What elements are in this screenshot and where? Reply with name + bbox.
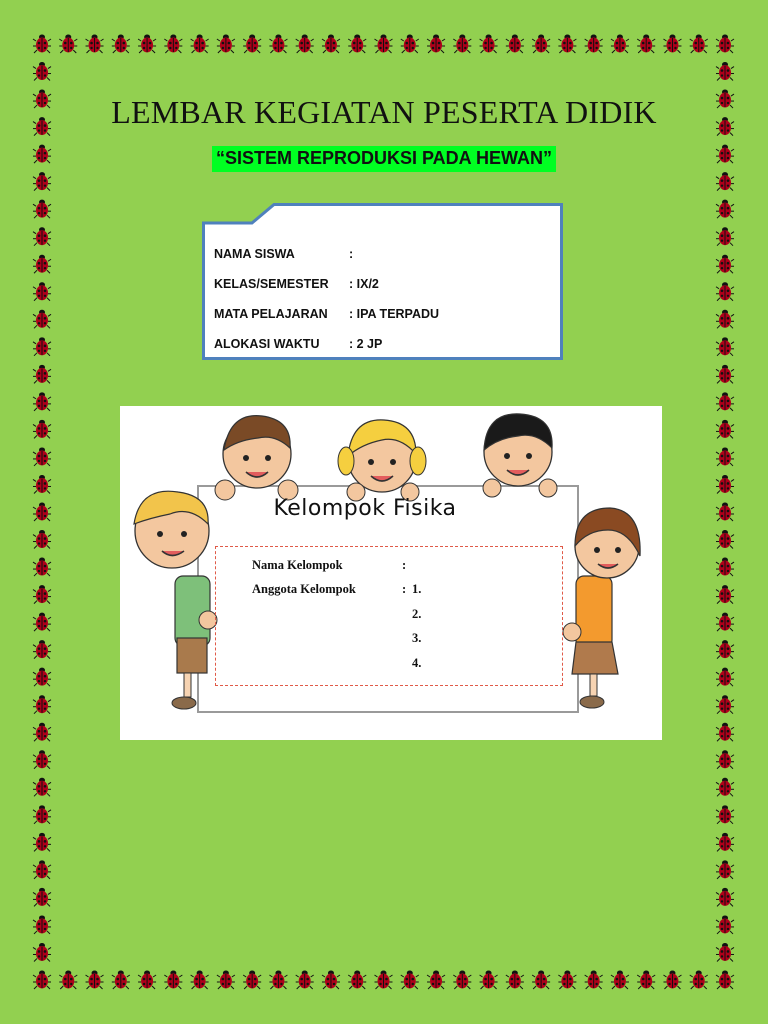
ladybug-icon: [348, 971, 366, 990]
ladybug-icon: [716, 750, 734, 769]
ladybug-icon: [716, 585, 734, 604]
ladybug-icon: [86, 971, 104, 990]
ladybug-icon: [191, 971, 209, 990]
ladybug-icon: [716, 62, 734, 81]
ladybug-icon: [33, 585, 51, 604]
ladybug-icon: [33, 475, 51, 494]
ladybug-icon: [33, 640, 51, 659]
ladybug-icon: [716, 365, 734, 384]
ladybug-icon: [33, 833, 51, 852]
ladybug-icon: [637, 971, 655, 990]
group-illustration: [120, 406, 662, 740]
ladybug-icon: [716, 35, 734, 54]
group-members-label: Anggota Kelompok: [252, 582, 356, 597]
ladybug-icon: [716, 695, 734, 714]
ladybug-icon: [33, 365, 51, 384]
ladybug-icon: [348, 35, 366, 54]
ladybug-icon: [33, 805, 51, 824]
ladybug-icon: [690, 35, 708, 54]
ladybug-icon: [427, 971, 445, 990]
ladybug-icon: [33, 420, 51, 439]
ladybug-icon: [59, 35, 77, 54]
ladybug-icon: [716, 613, 734, 632]
ladybug-icon: [33, 723, 51, 742]
ladybug-icon: [611, 971, 629, 990]
ladybug-icon: [33, 915, 51, 934]
ladybug-icon: [33, 447, 51, 466]
ladybug-icon: [322, 971, 340, 990]
ladybug-icon: [558, 971, 576, 990]
member-row: [252, 651, 442, 676]
ladybug-icon: [33, 860, 51, 879]
ladybug-icon: [112, 971, 130, 990]
group-name-colon: :: [402, 557, 407, 572]
ladybug-icon: [716, 943, 734, 962]
ladybug-icon: [33, 227, 51, 246]
info-label: MATA PELAJARAN: [214, 307, 328, 321]
ladybug-icon: [716, 227, 734, 246]
ladybug-icon: [585, 971, 603, 990]
ladybug-icon: [716, 640, 734, 659]
member-row: [252, 627, 442, 652]
group-details-box: [215, 546, 563, 686]
ladybug-icon: [138, 35, 156, 54]
ladybug-icon: [532, 971, 550, 990]
ladybug-icon: [243, 35, 261, 54]
ladybug-icon: [663, 971, 681, 990]
ladybug-icon: [453, 971, 471, 990]
info-value: : IPA TERPADU: [349, 307, 440, 321]
member-number: 1.: [412, 582, 422, 597]
info-row: [214, 239, 439, 269]
ladybug-icon: [33, 888, 51, 907]
ladybug-icon: [269, 971, 287, 990]
ladybug-icon: [716, 860, 734, 879]
info-row: [214, 299, 439, 329]
ladybug-icon: [33, 558, 51, 577]
info-value: :: [349, 247, 354, 261]
ladybug-icon: [716, 475, 734, 494]
ladybug-icon: [33, 668, 51, 687]
ladybug-icon: [716, 255, 734, 274]
ladybug-icon: [401, 971, 419, 990]
member-number: 4.: [412, 655, 422, 670]
group-name-label: Nama Kelompok: [252, 557, 343, 572]
ladybug-icon: [637, 35, 655, 54]
ladybug-icon: [532, 35, 550, 54]
ladybug-icon: [33, 62, 51, 81]
ladybug-icon: [506, 971, 524, 990]
ladybug-icon: [33, 750, 51, 769]
ladybug-icon: [164, 35, 182, 54]
ladybug-icon: [480, 971, 498, 990]
ladybug-icon: [690, 971, 708, 990]
ladybug-icon: [716, 447, 734, 466]
ladybug-icon: [716, 172, 734, 191]
ladybug-icon: [138, 971, 156, 990]
ladybug-icon: [269, 35, 287, 54]
info-label: KELAS/SEMESTER: [214, 277, 329, 291]
ladybug-icon: [33, 172, 51, 191]
ladybug-icon: [716, 971, 734, 990]
topic-subtitle: “SISTEM REPRODUKSI PADA HEWAN”: [212, 146, 556, 172]
info-value: : 2 JP: [349, 337, 383, 351]
ladybug-icon: [716, 888, 734, 907]
ladybug-icon: [716, 503, 734, 522]
ladybug-icon: [558, 35, 576, 54]
info-label: NAMA SISWA: [214, 247, 295, 261]
info-row: [214, 269, 439, 299]
ladybug-icon: [453, 35, 471, 54]
ladybug-icon: [33, 255, 51, 274]
ladybug-icon: [716, 392, 734, 411]
group-card-title: Kelompok Fisika: [273, 496, 457, 521]
ladybug-icon: [33, 392, 51, 411]
info-label: ALOKASI WAKTU: [214, 337, 320, 351]
group-members-row: [252, 578, 442, 603]
ladybug-icon: [217, 971, 235, 990]
member-number: 3.: [412, 631, 422, 646]
ladybug-icon: [59, 971, 77, 990]
ladybug-icon: [33, 200, 51, 219]
info-value: : IX/2: [349, 277, 379, 291]
ladybug-icon: [716, 668, 734, 687]
ladybug-icon: [375, 971, 393, 990]
ladybug-icon: [506, 35, 524, 54]
ladybug-icon: [86, 35, 104, 54]
ladybug-icon: [33, 778, 51, 797]
member-number: 2.: [412, 606, 422, 621]
ladybug-icon: [427, 35, 445, 54]
ladybug-icon: [33, 613, 51, 632]
ladybug-icon: [716, 723, 734, 742]
group-name-row: [252, 553, 442, 578]
ladybug-icon: [217, 35, 235, 54]
ladybug-icon: [112, 35, 130, 54]
ladybug-icon: [296, 971, 314, 990]
ladybug-icon: [401, 35, 419, 54]
ladybug-icon: [585, 35, 603, 54]
ladybug-icon: [716, 805, 734, 824]
student-info-card: [202, 203, 563, 360]
page-title: LEMBAR KEGIATAN PESERTA DIDIK: [111, 94, 657, 130]
member-row: [252, 602, 442, 627]
ladybug-icon: [663, 35, 681, 54]
group-members-colon: :: [402, 582, 407, 597]
ladybug-icon: [716, 915, 734, 934]
ladybug-icon: [716, 420, 734, 439]
ladybug-icon: [716, 337, 734, 356]
ladybug-icon: [611, 35, 629, 54]
ladybug-icon: [33, 35, 51, 54]
ladybug-icon: [191, 35, 209, 54]
ladybug-icon: [716, 558, 734, 577]
ladybug-icon: [716, 778, 734, 797]
ladybug-icon: [33, 971, 51, 990]
ladybug-icon: [716, 200, 734, 219]
info-row: [214, 329, 439, 359]
ladybug-icon: [716, 530, 734, 549]
ladybug-icon: [716, 310, 734, 329]
ladybug-icon: [33, 530, 51, 549]
ladybug-icon: [322, 35, 340, 54]
ladybug-icon: [33, 943, 51, 962]
ladybug-icon: [164, 971, 182, 990]
ladybug-icon: [296, 35, 314, 54]
ladybug-icon: [33, 282, 51, 301]
ladybug-icon: [480, 35, 498, 54]
ladybug-icon: [33, 310, 51, 329]
ladybug-icon: [243, 971, 261, 990]
ladybug-icon: [375, 35, 393, 54]
ladybug-icon: [33, 503, 51, 522]
ladybug-icon: [33, 695, 51, 714]
ladybug-icon: [33, 337, 51, 356]
ladybug-icon: [716, 833, 734, 852]
ladybug-icon: [716, 282, 734, 301]
